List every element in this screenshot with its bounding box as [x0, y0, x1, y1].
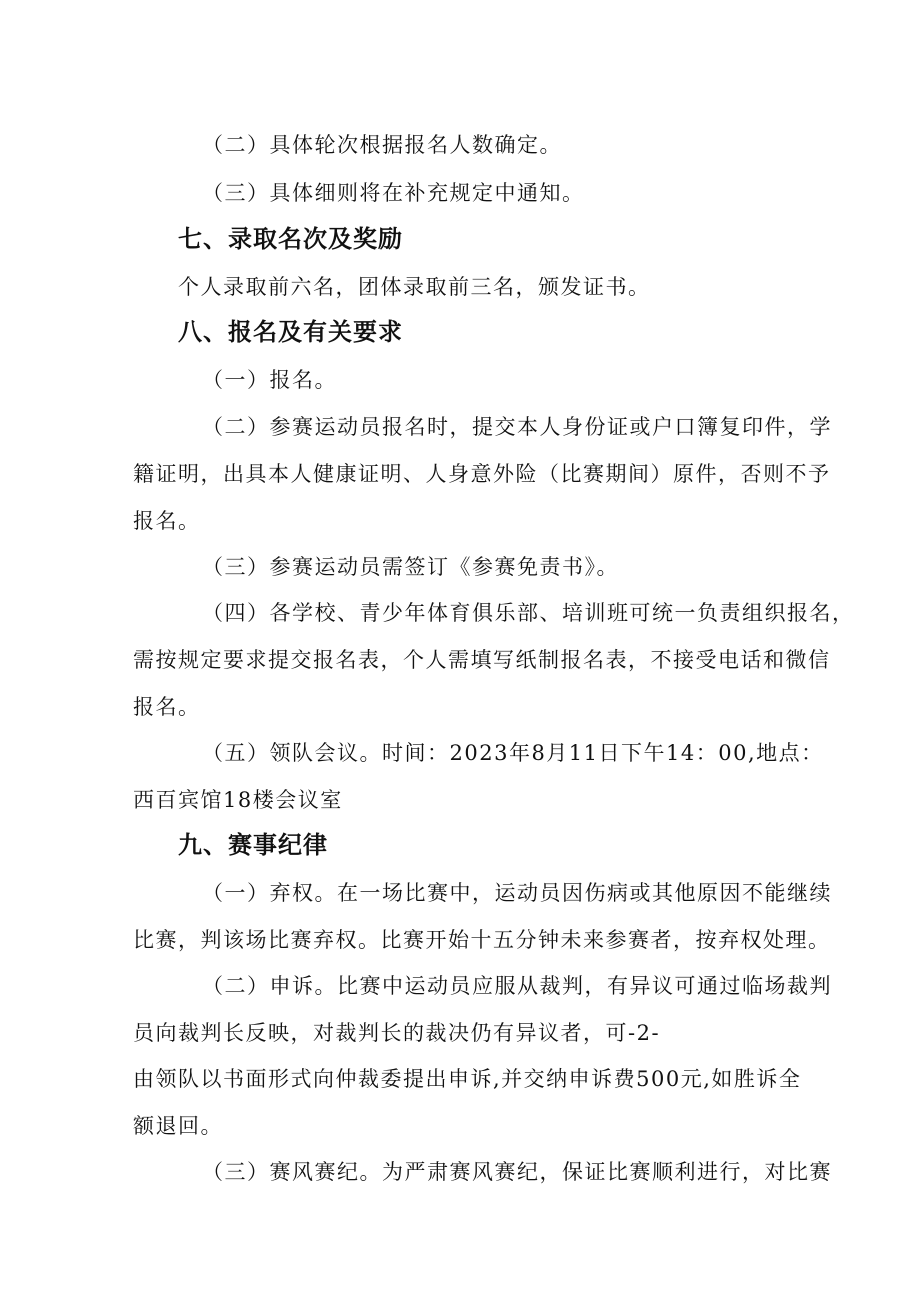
paragraph-line: （二）具体轮次根据报名人数确定。: [202, 133, 562, 157]
paragraph-line: 由领队以书面形式向仲裁委提出申诉,并交纳申诉费500元,如胜诉全: [133, 1067, 802, 1091]
paragraph-line: （四）各学校、青少年体育俱乐部、培训班可统一负责组织报名，: [202, 601, 855, 625]
section-heading-9: 九、赛事纪律: [178, 831, 328, 859]
paragraph-line: （二）参赛运动员报名时，提交本人身份证或户口簿复印件，学: [202, 415, 832, 439]
section-heading-7: 七、录取名次及奖励: [178, 225, 403, 253]
paragraph-line: 员向裁判长反映，对裁判长的裁决仍有异议者，可-2-: [133, 1021, 661, 1045]
paragraph-line: 额退回。: [133, 1114, 223, 1138]
paragraph-line: （三）具体细则将在补充规定中通知。: [202, 181, 585, 205]
paragraph-line: 比赛，判该场比赛弃权。比赛开始十五分钟未来参赛者，按弃权处理。: [133, 928, 831, 952]
paragraph-line: （五）领队会议。时间：2023年8月11日下午14：00,地点：: [202, 741, 824, 765]
paragraph-line: （三）赛风赛纪。为严肃赛风赛纪，保证比赛顺利进行，对比赛: [202, 1160, 832, 1184]
paragraph-line: （一）弃权。在一场比赛中，运动员因伤病或其他原因不能继续: [202, 881, 832, 905]
paragraph-line: （三）参赛运动员需签订《参赛免责书》。: [202, 555, 619, 579]
section-heading-8: 八、报名及有关要求: [178, 318, 403, 346]
paragraph-line: 西百宾馆18楼会议室: [133, 788, 343, 812]
paragraph-line: 报名。: [133, 509, 201, 533]
paragraph-line: 报名。: [133, 695, 201, 719]
paragraph-line: 个人录取前六名，团体录取前三名，颁发证书。: [178, 275, 651, 299]
paragraph-line: （一）报名。: [202, 368, 337, 392]
paragraph-line: 籍证明，出具本人健康证明、人身意外险（比赛期间）原件，否则不予: [133, 462, 831, 486]
paragraph-line: （二）申诉。比赛中运动员应服从裁判，有异议可通过临场裁判: [202, 974, 832, 998]
paragraph-line: 需按规定要求提交报名表，个人需填写纸制报名表，不接受电话和微信: [133, 648, 831, 672]
